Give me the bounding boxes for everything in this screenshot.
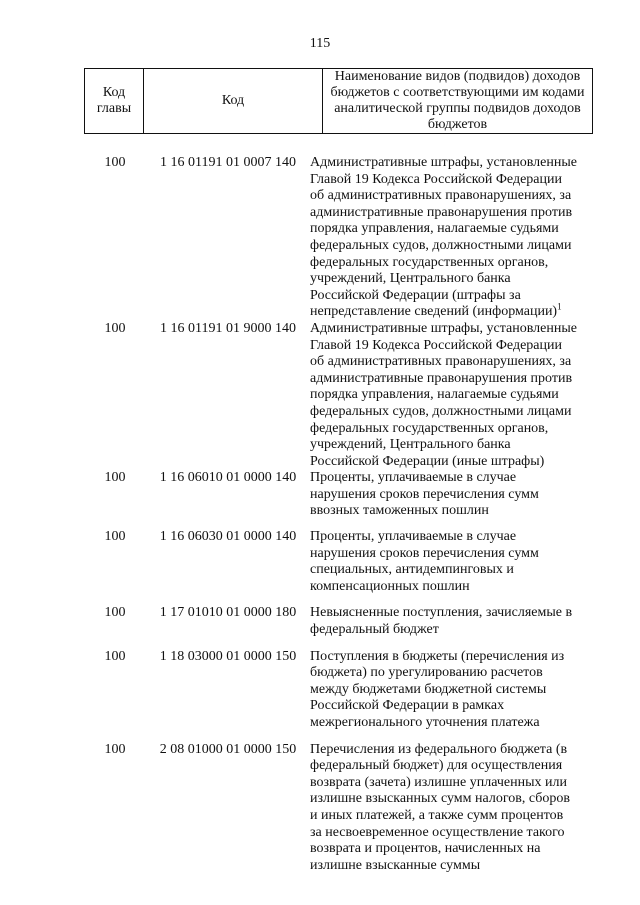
row-name-line: федеральных государственных органов, [310, 420, 549, 436]
row-name-line: возврата (зачета) излишне уплаченных или [310, 774, 568, 790]
row-name-line: административные правонарушения против [310, 204, 573, 220]
table-body [84, 155, 593, 874]
row-spacer [84, 520, 593, 529]
row-name-line: бюджета) по урегулированию расчетов [310, 665, 543, 681]
header-col-name-line1: Наименование видов (подвидов) доходов [334, 69, 581, 84]
row-name-line: федеральных государственных органов, [310, 254, 549, 270]
row-name-line: специальных, антидемпинговых и [310, 562, 514, 578]
table-row [84, 605, 593, 638]
header-col-name-line4: бюджетов [427, 117, 488, 132]
row-name-line: Российской Федерации (иные штрафы) [310, 453, 545, 469]
row-name-line: об административных правонарушениях, за [310, 354, 572, 370]
row-name-line: Российской Федерации (штрафы за [310, 287, 521, 303]
row-spacer [84, 595, 593, 605]
row-name-line: за несвоевременное осуществление такого [310, 824, 565, 840]
row-name-line: Административные штрафы, установленные [310, 320, 577, 336]
table-row [84, 742, 593, 875]
header-col-glava-line2: главы [96, 101, 132, 116]
row-name-line: Проценты, уплачиваемые в случае [310, 529, 517, 545]
table-row [84, 529, 593, 595]
row-glava: 100 [104, 529, 126, 545]
footnote-mark: 1 [557, 301, 562, 312]
row-name-line: нарушения сроков перечисления сумм [310, 545, 539, 561]
row-name-line-last [310, 301, 588, 321]
header-col-glava [85, 69, 144, 134]
row-name-line: излишне взысканных сумм налогов, сборов [310, 791, 570, 807]
row-name-line: и иных платежей, а также сумм процентов [310, 807, 564, 823]
row-code: 1 16 06010 01 0000 140 [159, 470, 297, 486]
row-glava: 100 [104, 648, 126, 664]
row-glava: 100 [104, 741, 126, 757]
row-name-line: федеральный бюджет [310, 622, 439, 638]
row-glava: 100 [104, 605, 126, 621]
row-name-line: федеральный бюджет) для осуществления [310, 758, 563, 774]
row-name-line: Поступления в бюджеты (перечисления из [310, 648, 565, 664]
row-name-line: порядка управления, налагаемые судьями [310, 221, 559, 237]
row-code: 2 08 01000 01 0000 150 [159, 741, 297, 757]
row-name-line: нарушения сроков перечисления сумм [310, 486, 539, 502]
row-name-line: ввозных таможенных пошлин [310, 503, 489, 519]
table-row [84, 155, 593, 321]
header-col-code: Код [144, 69, 323, 134]
row-name-text: непредставление сведений (информации) [310, 304, 558, 320]
row-code: 1 18 03000 01 0000 150 [159, 648, 297, 664]
table-row [84, 470, 593, 520]
row-name-line: Административные штрафы, установленные [310, 155, 577, 170]
row-name-line: между бюджетами бюджетной системы [310, 681, 547, 697]
table-header [84, 68, 593, 134]
row-name-line: межрегионального уточнения платежа [310, 715, 540, 730]
row-code: 1 16 06030 01 0000 140 [159, 529, 297, 545]
row-name-line: об административных правонарушениях, за [310, 188, 572, 204]
row-name [310, 321, 588, 470]
row-name-line: Проценты, уплачиваемые в случае [310, 470, 517, 486]
row-glava: 100 [104, 470, 126, 486]
row-name-line: Перечисления из федерального бюджета (в [310, 741, 568, 757]
row-name-line: Главой 19 Кодекса Российской Федерации [310, 171, 562, 187]
row-name-line: Главой 19 Кодекса Российской Федерации [310, 337, 562, 353]
row-name [310, 155, 588, 321]
row-name-line: федеральных судов, должностными лицами [310, 403, 572, 419]
header-col-name-line3: аналитической группы подвидов доходов [334, 101, 581, 116]
row-name-line: учреждений, Центрального банка [310, 271, 511, 287]
row-name [310, 529, 588, 595]
row-name-line: федеральных судов, должностными лицами [310, 237, 572, 253]
table-row [84, 321, 593, 470]
row-name-line: административные правонарушения против [310, 370, 573, 386]
row-code: 1 17 01010 01 0000 180 [159, 605, 297, 621]
header-col-name [323, 69, 593, 134]
header-col-glava-line1: Код [102, 85, 126, 100]
row-spacer [84, 732, 593, 742]
row-name [310, 649, 588, 732]
row-name-line: компенсационных пошлин [310, 578, 470, 594]
row-name [310, 605, 588, 638]
table-row [84, 649, 593, 732]
row-name-line: возврата и процентов, начисленных на [310, 841, 541, 857]
row-name-line: Невыясненные поступления, зачисляемые в [310, 605, 573, 621]
row-name-line: Российской Федерации в рамках [310, 698, 505, 714]
row-name [310, 742, 588, 875]
row-name-line: учреждений, Центрального банка [310, 437, 511, 453]
row-glava: 100 [104, 320, 126, 336]
row-glava: 100 [104, 155, 126, 170]
row-name [310, 470, 588, 520]
row-code: 1 16 01191 01 9000 140 [160, 320, 296, 336]
page-number: 115 [309, 36, 331, 51]
row-name-line: порядка управления, налагаемые судьями [310, 387, 559, 403]
row-code: 1 16 01191 01 0007 140 [160, 155, 296, 170]
row-name-line: излишне взысканные суммы [310, 857, 481, 873]
header-col-name-line2: бюджетов с соответствующими им кодами [330, 85, 585, 100]
row-spacer [84, 639, 593, 649]
